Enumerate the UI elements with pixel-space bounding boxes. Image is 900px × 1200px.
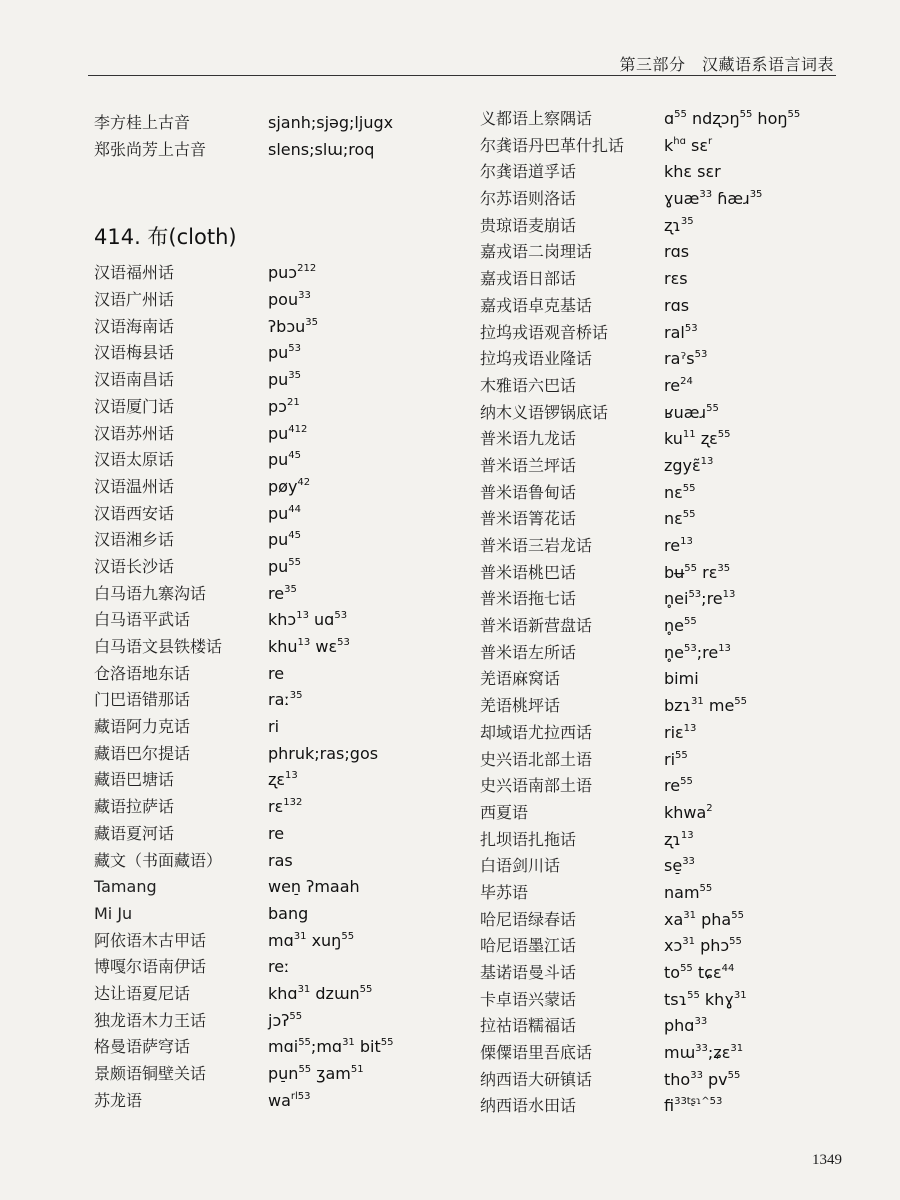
entry-row — [480, 853, 860, 880]
entry-row — [480, 1013, 860, 1040]
language-label: 白马语平武话 — [94, 610, 191, 630]
entry-row — [480, 1040, 860, 1067]
language-label: 普米语新营盘话 — [480, 616, 593, 636]
word-form: pøy$^{42}$ — [268, 476, 311, 496]
language-label: 史兴语北部土语 — [480, 749, 593, 769]
word-form: $pu^{44}$ — [268, 503, 302, 523]
language-label: 拉祜语糯福话 — [480, 1016, 577, 1036]
word-form: ʐɿ$^{35}$ — [664, 215, 694, 235]
language-label: 汉语长沙话 — [94, 556, 175, 576]
word-form: ɣuæ$^{33}$ ɦæɹ$^{35}$ — [664, 189, 763, 209]
word-form: se̠$^{33}$ — [664, 856, 695, 876]
entry-row — [94, 287, 454, 314]
entry-row — [94, 554, 454, 581]
entry-row — [94, 1061, 454, 1088]
language-label: 木雅语六巴话 — [480, 375, 577, 395]
word-form: $to^{55}$ tɕɛ$^{44}$ — [664, 963, 735, 982]
language-label: 扎坝语扎拖话 — [480, 829, 577, 849]
word-form: $pu^{35}$ — [268, 370, 302, 390]
language-label: 哈尼语绿春话 — [480, 909, 577, 929]
entry-row — [94, 901, 454, 928]
entry-row — [480, 186, 860, 213]
entry-row — [94, 581, 454, 608]
entry-row — [94, 767, 454, 794]
entry-row — [480, 1067, 860, 1094]
language-label: 汉语厦门话 — [94, 396, 175, 416]
word-form: reː — [268, 957, 290, 977]
word-form: ʔbɔu$^{35}$ — [268, 316, 318, 336]
entry-row — [480, 133, 860, 160]
word-form: $pu^{45}$ — [268, 530, 302, 550]
language-label: 傈僳语里吾底话 — [480, 1043, 593, 1063]
language-label: 汉语湘乡话 — [94, 530, 175, 550]
entry-row — [94, 1008, 454, 1035]
language-label: 却域语尤拉西话 — [480, 722, 593, 742]
language-label: 景颇语铜壁关话 — [94, 1064, 207, 1083]
entry-row — [94, 741, 454, 768]
entry-row — [480, 400, 860, 427]
header-rule — [88, 75, 836, 76]
right-entry-rows — [480, 106, 860, 1120]
language-label: 白语剑川话 — [480, 856, 561, 876]
word-form: bʉ$^{55}$ rɛ$^{35}$ — [664, 562, 731, 582]
entry-row — [480, 827, 860, 854]
language-label: 普米语鲁甸话 — [480, 482, 577, 502]
entry-row — [480, 106, 860, 133]
entry-row — [480, 693, 860, 720]
entry-row — [94, 607, 454, 634]
language-label: 毕苏语 — [480, 882, 529, 902]
word-form: mɑ$^{31}$ xuŋ$^{55}$ — [268, 930, 355, 950]
entry-row — [480, 293, 860, 320]
word-form: $n̥ei^{53};re^{13}$ — [664, 589, 736, 609]
word-form: $re^{55}$ — [664, 776, 693, 796]
word-form: wen̠ ʔmaah — [268, 877, 360, 897]
language-label: 史兴语南部土语 — [480, 776, 593, 796]
entry-row — [94, 137, 454, 164]
entry-row — [94, 527, 454, 554]
entry-row — [94, 848, 454, 875]
language-label: 汉语太原话 — [94, 450, 175, 470]
language-label: 尔龚语道孚话 — [480, 162, 577, 182]
entry-row — [480, 533, 860, 560]
language-label: 达让语夏尼话 — [94, 983, 191, 1003]
entry-row — [94, 367, 454, 394]
entry-row — [94, 474, 454, 501]
language-label: 义都语上察隅话 — [480, 109, 593, 128]
entry-row — [480, 480, 860, 507]
entry-row — [480, 1093, 860, 1120]
entry-row — [480, 666, 860, 693]
left-entry-rows — [94, 260, 454, 1114]
word-form: mɑi$^{55}$;mɑ$^{31}$ bit$^{55}$ — [268, 1037, 394, 1057]
language-label: 汉语温州话 — [94, 476, 175, 496]
word-form: $pu̠n^{55}$ ʒam$^{51}$ — [268, 1064, 364, 1083]
entry-row — [94, 928, 454, 955]
language-label: 普米语兰坪话 — [480, 455, 577, 475]
word-form: bimi — [664, 669, 699, 689]
word-form: pɔ$^{21}$ — [268, 396, 300, 416]
word-form: nam$^{55}$ — [664, 882, 713, 902]
word-form: mɯ$^{33}$;ʑɛ$^{31}$ — [664, 1043, 744, 1063]
language-label: 藏语拉萨话 — [94, 797, 175, 817]
language-label: 藏语夏河话 — [94, 823, 175, 843]
language-label: 仓洛语地东话 — [94, 663, 191, 683]
word-form: re — [268, 823, 285, 843]
word-form: phɑ$^{33}$ — [664, 1016, 708, 1036]
word-form: rɛs — [664, 269, 688, 289]
entry-row — [480, 960, 860, 987]
word-form: rɑs — [664, 295, 690, 315]
entry-row — [94, 634, 454, 661]
entry-row — [480, 880, 860, 907]
word-form: $ri^{55}$ — [664, 749, 688, 769]
word-form: khɛ sɛr — [664, 162, 721, 182]
entry-row — [480, 159, 860, 186]
language-label: 嘉戎语日部话 — [480, 269, 577, 289]
word-form: $pu^{412}$ — [268, 423, 308, 443]
language-label: 普米语桃巴话 — [480, 562, 577, 582]
language-label: 哈尼语墨江话 — [480, 936, 577, 956]
entry-row — [480, 320, 860, 347]
word-form: ʁuæɹ$^{55}$ — [664, 402, 719, 422]
word-form: $pu^{45}$ — [268, 450, 302, 470]
language-label: 白马语九寨沟话 — [94, 583, 207, 603]
language-label: 藏文（书面藏语） — [94, 850, 223, 870]
entry-row — [94, 1088, 454, 1115]
language-label: 博嘎尔语南伊话 — [94, 957, 207, 977]
entry-row — [94, 981, 454, 1008]
entry-row — [94, 661, 454, 688]
word-form: riɛ$^{13}$ — [664, 722, 697, 742]
word-form: ri — [268, 717, 280, 737]
word-form: $ku^{11}$ ʐɛ$^{55}$ — [664, 429, 731, 449]
entry-row — [480, 987, 860, 1014]
language-label: Tamang — [94, 877, 157, 897]
entry-row — [480, 426, 860, 453]
word-form: $xa^{31}$ pha$^{55}$ — [664, 909, 744, 929]
entry-row — [94, 340, 454, 367]
word-form: sjanh;sjəg;ljugx — [268, 113, 394, 132]
language-label: 汉语西安话 — [94, 503, 175, 523]
word-form: ras — [268, 850, 293, 870]
language-label: 羌语桃坪话 — [480, 696, 561, 716]
entry-row — [480, 640, 860, 667]
word-form: rɑs — [664, 242, 690, 262]
word-form: ʐɿ$^{13}$ — [664, 829, 694, 849]
word-form: $k^{hɑ}$ sɛ$^r$ — [664, 135, 713, 155]
language-label: 白马语文县铁楼话 — [94, 637, 223, 656]
entry-row — [480, 773, 860, 800]
language-label: 贵琼语麦崩话 — [480, 215, 577, 235]
language-label: 羌语麻窝话 — [480, 669, 561, 689]
entry-row — [480, 800, 860, 827]
entry-row — [94, 954, 454, 981]
entry-row — [480, 506, 860, 533]
language-label: 尔龚语丹巴革什扎话 — [480, 135, 625, 155]
word-form: tho$^{33}$ $pv^{55}$ — [664, 1069, 741, 1089]
entry-row — [480, 453, 860, 480]
entry-row — [480, 747, 860, 774]
word-form: ral$^{53}$ — [664, 322, 698, 342]
entry-row — [94, 794, 454, 821]
language-label: 普米语三岩龙话 — [480, 536, 593, 555]
word-form: bzɿ$^{31}$ $me^{55}$ — [664, 696, 748, 716]
section-gap — [94, 163, 454, 217]
word-form: phruk;ras;gos — [268, 743, 379, 763]
language-label: 嘉戎语二岗理话 — [480, 242, 593, 262]
language-label: 尔苏语则洛话 — [480, 189, 577, 209]
word-form: nɛ$^{55}$ — [664, 482, 696, 502]
entry-row — [480, 586, 860, 613]
language-label: 纳西语大研镇话 — [480, 1069, 593, 1089]
entry-row — [94, 874, 454, 901]
language-label: 郑张尚芳上古音 — [94, 139, 207, 159]
word-form: $wa^{rl53}$ — [268, 1090, 311, 1110]
word-form: ɑ$^{55}$ ndʐɔŋ$^{55}$ hoŋ$^{55}$ — [664, 109, 801, 128]
language-label: 普米语箐花话 — [480, 509, 577, 529]
language-label: 纳西语水田话 — [480, 1096, 577, 1116]
language-label: 汉语广州话 — [94, 290, 175, 310]
entry-row — [94, 821, 454, 848]
entry-row — [480, 239, 860, 266]
language-label: 独龙语木力王话 — [94, 1010, 207, 1030]
entry-row — [94, 501, 454, 528]
right-column — [480, 106, 860, 1120]
entry-row — [480, 613, 860, 640]
word-form: nɛ$^{55}$ — [664, 509, 696, 529]
language-label: 普米语左所话 — [480, 642, 577, 662]
language-label: 藏语巴尔提话 — [94, 743, 191, 763]
left-column — [94, 110, 454, 1114]
word-form: $n̥e^{55}$ — [664, 616, 697, 636]
word-form: $re^{24}$ — [664, 375, 693, 395]
entry-row — [480, 346, 860, 373]
language-label: 普米语九龙话 — [480, 429, 577, 449]
word-form: xɔ$^{31}$ phɔ$^{55}$ — [664, 936, 742, 956]
entry-row — [480, 933, 860, 960]
word-form: raː$^{35}$ — [268, 690, 303, 710]
language-label: 基诺语曼斗话 — [480, 963, 577, 982]
word-form: bang — [268, 903, 309, 923]
word-form: $re^{35}$ — [268, 583, 297, 603]
word-form: pou$^{33}$ — [268, 290, 311, 310]
language-label: 汉语海南话 — [94, 316, 175, 336]
language-label: 嘉戎语卓克基话 — [480, 295, 593, 315]
language-label: Mi Ju — [94, 903, 133, 923]
word-form: khwa$^2$ — [664, 802, 713, 822]
entry-row — [94, 421, 454, 448]
entry-row — [94, 394, 454, 421]
language-label: 拉坞戎语观音桥话 — [480, 322, 609, 342]
word-form: $re^{13}$ — [664, 536, 693, 555]
language-label: 苏龙语 — [94, 1090, 143, 1110]
word-form: khɔ$^{13}$ uɑ$^{53}$ — [268, 610, 348, 630]
word-form: khu$^{13}$ wɛ$^{53}$ — [268, 637, 350, 656]
entry-row — [480, 560, 860, 587]
language-label: 藏语巴塘话 — [94, 770, 175, 790]
word-form: slens;slɯ;roq — [268, 139, 375, 159]
word-form: khɑ$^{31}$ dzɯn$^{55}$ — [268, 983, 373, 1003]
language-label: 阿依语木古甲话 — [94, 930, 207, 950]
word-form: re — [268, 663, 285, 683]
entry-row — [94, 260, 454, 287]
language-label: 藏语阿力克话 — [94, 717, 191, 737]
word-form: tsɿ$^{55}$ khɣ$^{31}$ — [664, 989, 747, 1009]
language-label: 李方桂上古音 — [94, 113, 191, 132]
entry-row — [94, 1034, 454, 1061]
language-label: 汉语苏州话 — [94, 423, 175, 443]
language-label: 汉语南昌话 — [94, 370, 175, 390]
entry-row — [94, 314, 454, 341]
entry-row — [480, 213, 860, 240]
page-number: 1349 — [812, 1152, 842, 1168]
language-label: 汉语梅县话 — [94, 343, 175, 363]
entry-row — [480, 720, 860, 747]
entry-row — [480, 907, 860, 934]
word-form: puɔ$^{212}$ — [268, 263, 317, 283]
language-label: 格曼语萨穹话 — [94, 1037, 191, 1057]
entry-row — [94, 110, 454, 137]
word-form: jɔʔ$^{55}$ — [268, 1010, 303, 1030]
word-form: $pu^{53}$ — [268, 343, 302, 363]
language-label: 普米语拖七话 — [480, 589, 577, 609]
running-head: 第三部分 汉藏语系语言词表 — [619, 55, 834, 74]
word-form: $n̥e^{53};re^{13}$ — [664, 642, 731, 662]
word-form: zgyɛ̃$^{13}$ — [664, 455, 714, 475]
entry-row — [94, 714, 454, 741]
entry-row — [480, 266, 860, 293]
language-label: 纳木义语锣锅底话 — [480, 402, 609, 422]
word-form: rɛ$^{132}$ — [268, 797, 303, 817]
word-form: ʐɛ$^{13}$ — [268, 770, 298, 790]
language-label: 门巴语错那话 — [94, 690, 191, 710]
word-form: raˀs$^{53}$ — [664, 349, 708, 369]
entry-row — [480, 373, 860, 400]
word-form: $fi^{33tʂɿ\^{}53}$ — [664, 1096, 723, 1116]
previous-entry-rows — [94, 110, 454, 163]
entry-row — [94, 447, 454, 474]
language-label: 卡卓语兴蒙话 — [480, 989, 577, 1009]
language-label: 拉坞戎语业隆话 — [480, 349, 593, 369]
language-label: 西夏语 — [480, 802, 529, 822]
word-form: $pu^{55}$ — [268, 556, 302, 576]
language-label: 汉语福州话 — [94, 263, 175, 283]
entry-row — [94, 687, 454, 714]
entry-heading: 414. 布(cloth) — [94, 225, 237, 250]
